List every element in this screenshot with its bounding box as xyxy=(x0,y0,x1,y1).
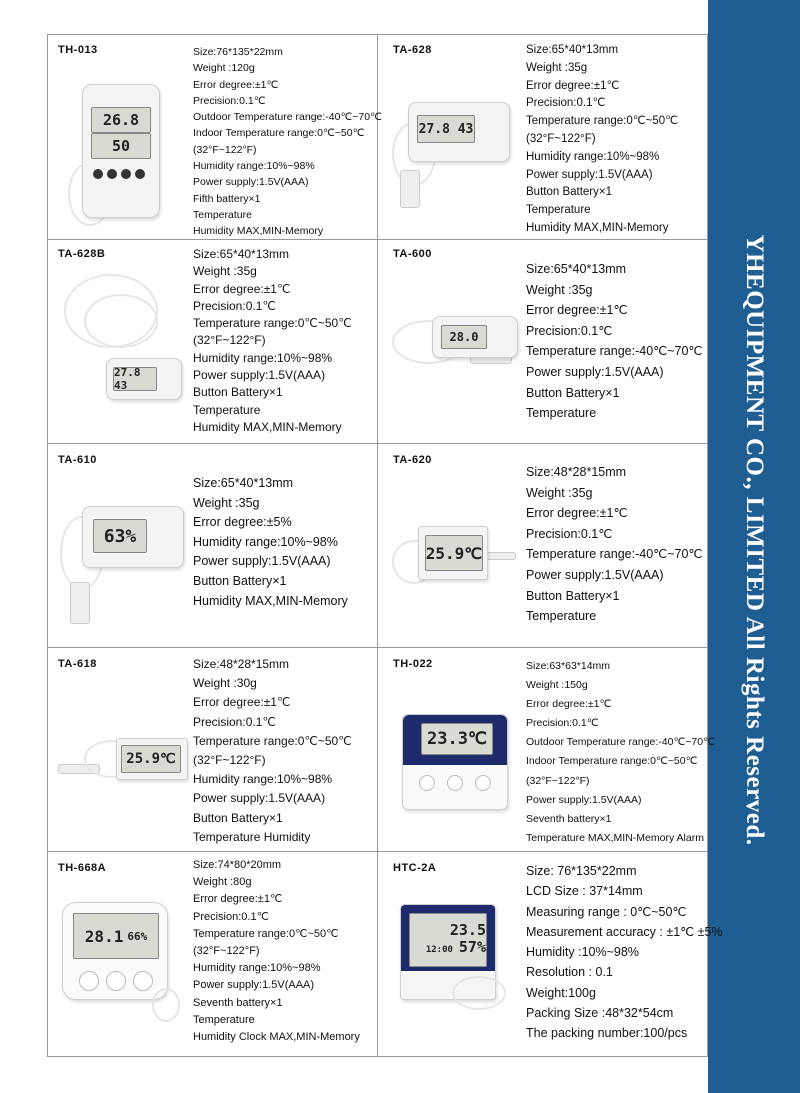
spec-line: Temperature range:0℃~50℃ xyxy=(193,927,339,940)
model-name: TH-013 xyxy=(58,44,98,56)
device-body xyxy=(82,506,184,568)
grid-row-divider xyxy=(47,443,708,444)
spec-line: Size:48*28*15mm xyxy=(526,465,627,479)
model-name: TH-022 xyxy=(393,658,433,670)
spec-line: Measuring range : 0℃~50℃ xyxy=(526,904,687,919)
spec-line: Error degree:±1℃ xyxy=(193,893,283,906)
spec-line: Indoor Temperature range:0℃~50℃ xyxy=(193,127,365,140)
spec-line: Power supply:1.5V(AAA) xyxy=(526,793,642,806)
lcd-display: 27.8 43 xyxy=(113,367,157,391)
spec-line: Outdoor Temperature range:-40℃~70℃ xyxy=(526,736,715,749)
spec-list xyxy=(193,857,360,1046)
spec-line: Precision:0.1℃ xyxy=(526,717,599,730)
button-icon xyxy=(121,169,131,179)
spec-line: Size:65*40*13mm xyxy=(526,262,627,276)
grid-row-divider xyxy=(47,851,708,852)
spec-line: Power supply:1.5V(AAA) xyxy=(193,979,315,992)
spec-line: Button Battery×1 xyxy=(193,810,283,825)
spec-list xyxy=(193,474,348,611)
spec-line: Size:74*80*20mm xyxy=(193,859,282,871)
spec-line: Weight :80g xyxy=(193,876,252,889)
spec-line: Weight :35g xyxy=(526,61,588,74)
spec-line: Button Battery×1 xyxy=(526,588,620,603)
product-photo xyxy=(390,700,520,830)
button-icon xyxy=(133,971,153,991)
device-body xyxy=(106,358,182,400)
product-photo xyxy=(388,62,518,232)
spec-line: Fifth battery×1 xyxy=(193,192,261,205)
spec-line: Temperature xyxy=(526,406,597,421)
spec-line: Error degree:±1℃ xyxy=(193,695,291,710)
spec-line: Temperature range:0℃~50℃ xyxy=(193,316,352,331)
model-name: TA-600 xyxy=(393,248,432,260)
spec-line: Weight :35g xyxy=(193,264,257,279)
spec-line: Precision:0.1℃ xyxy=(526,97,606,110)
product-photo xyxy=(54,690,188,830)
spec-line: Humidity range:10%~98% xyxy=(193,160,315,173)
spec-line: (32°F~122°F) xyxy=(526,774,590,787)
spec-line: Temperature xyxy=(526,609,597,624)
spec-line: Size:48*28*15mm xyxy=(193,657,290,671)
spec-line: Humidity MAX,MIN-Memory xyxy=(193,225,324,238)
spec-line: Size:76*135*22mm xyxy=(193,46,283,58)
lcd-humidity: 57% xyxy=(458,937,486,956)
lcd-display: 23.3℃ xyxy=(421,723,493,755)
spec-line: Humidity range:10%~98% xyxy=(193,534,338,549)
button-icon xyxy=(447,775,463,791)
spec-line: (32°F~122°F) xyxy=(526,132,596,145)
device-body xyxy=(402,714,508,810)
spec-line: Temperature range:-40℃~70℃ xyxy=(526,547,703,562)
spec-line: Humidity MAX,MIN-Memory xyxy=(526,221,669,234)
spec-line: Weight :120g xyxy=(193,62,255,75)
spec-line: Humidity MAX,MIN-Memory xyxy=(193,593,348,608)
spec-line: Precision:0.1℃ xyxy=(193,910,269,923)
button-icon xyxy=(93,169,103,179)
spec-line: Power supply:1.5V(AAA) xyxy=(193,176,309,189)
spec-line: Error degree:±1℃ xyxy=(526,79,620,92)
spec-line: Measurement accuracy : ±1℃ ±5% xyxy=(526,924,723,939)
lcd-temperature: 23.5 xyxy=(449,920,486,939)
model-name: TA-610 xyxy=(58,454,97,466)
lcd-clock: 12:00 xyxy=(425,944,453,955)
spec-line: Size:65*40*13mm xyxy=(526,44,619,56)
spec-list xyxy=(526,861,723,1044)
spec-line: Humidity MAX,MIN-Memory xyxy=(193,419,342,434)
lcd-humidity: 66% xyxy=(127,929,148,943)
spec-line: Precision:0.1℃ xyxy=(526,323,613,338)
spec-line: Size: 76*135*22mm xyxy=(526,864,637,878)
spec-line: The packing number:100/pcs xyxy=(526,1026,688,1041)
spec-line: Humidity Clock MAX,MIN-Memory xyxy=(193,1031,360,1044)
spec-line: Precision:0.1℃ xyxy=(193,714,276,729)
spec-line: Precision:0.1℃ xyxy=(193,94,266,107)
hanging-strap xyxy=(152,988,180,1022)
spec-line: Error degree:±1℃ xyxy=(526,506,628,521)
device-body xyxy=(62,902,168,1000)
spec-line: Temperature range:0℃~50℃ xyxy=(526,115,679,128)
spec-line: Error degree:±1℃ xyxy=(193,78,279,91)
spec-list xyxy=(526,657,715,848)
lcd-display: 63% xyxy=(93,519,147,553)
grid-row-divider xyxy=(47,647,708,648)
spec-line: Resolution : 0.1 xyxy=(526,965,613,980)
button-icon xyxy=(107,169,117,179)
model-name: TA-620 xyxy=(393,454,432,466)
spec-line: Temperature MAX,MIN-Memory Alarm xyxy=(526,831,704,844)
spec-line: Temperature xyxy=(193,1013,255,1026)
spec-line: Power supply:1.5V(AAA) xyxy=(193,554,331,569)
spec-line: Weight :30g xyxy=(193,676,257,691)
spec-list xyxy=(526,462,702,627)
spec-list xyxy=(193,655,352,847)
spec-line: Power supply:1.5V(AAA) xyxy=(526,364,664,379)
brand-text: YHEQUIPMENT CO., LIMITED All Rights Reserved. xyxy=(741,234,768,846)
spec-line: Seventh battery×1 xyxy=(193,996,283,1009)
lcd-display: 25.9℃ xyxy=(425,535,483,571)
spec-line: (32°F~122°F) xyxy=(193,945,260,958)
spec-line: Button Battery×1 xyxy=(193,573,287,588)
spec-line: Temperature range:0℃~50℃ xyxy=(193,733,352,748)
button-icon xyxy=(419,775,435,791)
spec-line: Power supply:1.5V(AAA) xyxy=(193,368,326,383)
spec-line: Error degree:±1℃ xyxy=(526,303,628,318)
humidity-probe xyxy=(400,170,420,208)
lcd-display: 25.9℃ xyxy=(121,745,181,773)
spec-line: Humidity range:10%~98% xyxy=(193,350,333,365)
spec-line: Button Battery×1 xyxy=(193,385,283,400)
spec-line: Power supply:1.5V(AAA) xyxy=(526,168,653,181)
spec-line: Temperature Humidity xyxy=(193,829,311,844)
product-photo xyxy=(56,62,186,232)
model-name: TA-618 xyxy=(58,658,97,670)
spec-line: Humidity :10%~98% xyxy=(526,945,639,960)
spec-line: Temperature xyxy=(193,208,252,221)
product-photo xyxy=(56,476,186,636)
spec-line: Temperature range:-40℃~70℃ xyxy=(526,344,703,359)
spec-list xyxy=(526,42,678,238)
device-body xyxy=(432,316,518,358)
spec-line: Precision:0.1℃ xyxy=(193,298,276,313)
spec-line: Weight:100g xyxy=(526,985,596,1000)
spec-line: Error degree:±1℃ xyxy=(193,281,291,296)
spec-line: Size:65*40*13mm xyxy=(193,476,294,490)
button-icon xyxy=(79,971,99,991)
device-body xyxy=(116,738,188,780)
button-icon xyxy=(135,169,145,179)
spec-line: Size:65*40*13mm xyxy=(193,247,290,261)
spec-line: Button Battery×1 xyxy=(526,385,620,400)
spec-line: (32°F~122°F) xyxy=(193,333,266,348)
lcd-display: 28.0 xyxy=(441,325,487,349)
spec-line: Indoor Temperature range:0℃~50℃ xyxy=(526,755,698,768)
spec-list xyxy=(193,44,382,240)
temperature-probe xyxy=(484,552,516,560)
model-name: TA-628B xyxy=(58,248,106,260)
product-photo xyxy=(54,264,184,434)
product-photo xyxy=(56,894,186,1044)
lcd-display-bottom: 50 xyxy=(91,133,151,159)
spec-line: Seventh battery×1 xyxy=(526,812,612,825)
spec-list xyxy=(193,246,352,436)
spec-line: Humidity range:10%~98% xyxy=(193,962,321,975)
model-name: TA-628 xyxy=(393,44,432,56)
device-body xyxy=(408,102,510,162)
product-photo xyxy=(392,896,522,1036)
spec-line: Weight :35g xyxy=(193,495,260,510)
spec-line: Power supply:1.5V(AAA) xyxy=(193,791,326,806)
spec-line: Weight :150g xyxy=(526,679,588,692)
spec-line: Temperature xyxy=(193,402,261,417)
lcd-display xyxy=(73,913,159,959)
lcd-display: 27.8 43 xyxy=(417,115,475,143)
spec-line: Temperature xyxy=(526,204,591,217)
model-name: TH-668A xyxy=(58,862,107,874)
spec-line: Humidity range:10%~98% xyxy=(193,772,333,787)
lcd-display xyxy=(409,913,487,967)
spec-line: Button Battery×1 xyxy=(526,186,612,199)
product-photo xyxy=(388,480,518,630)
spec-line: (32°F~122°F) xyxy=(193,753,266,768)
product-photo xyxy=(388,270,518,430)
spec-line: Weight :35g xyxy=(526,485,593,500)
spec-line: (32°F~122°F) xyxy=(193,143,257,156)
button-icon xyxy=(475,775,491,791)
spec-line: Error degree:±5% xyxy=(193,515,292,530)
lcd-temperature: 28.1 xyxy=(84,926,124,946)
spec-line: Packing Size :48*32*54cm xyxy=(526,1006,674,1021)
probe-cable xyxy=(452,976,506,1010)
spec-line: Precision:0.1℃ xyxy=(526,526,613,541)
spec-list xyxy=(526,259,702,424)
lcd-display-top: 26.8 xyxy=(91,107,151,133)
spec-line: Humidity range:10%~98% xyxy=(526,150,660,163)
model-name: HTC-2A xyxy=(393,862,437,874)
spec-line: Power supply:1.5V(AAA) xyxy=(526,567,664,582)
spec-line: Size:63*63*14mm xyxy=(526,660,611,672)
button-icon xyxy=(106,971,126,991)
humidity-probe xyxy=(70,582,90,624)
spec-line: Weight :35g xyxy=(526,282,593,297)
probe-cable xyxy=(84,294,158,348)
spec-line: LCD Size : 37*14mm xyxy=(526,884,643,899)
spec-line: Outdoor Temperature range:-40℃~70℃ xyxy=(193,111,382,124)
spec-line: Error degree:±1℃ xyxy=(526,698,612,711)
device-body xyxy=(82,84,160,218)
device-body xyxy=(418,526,488,580)
